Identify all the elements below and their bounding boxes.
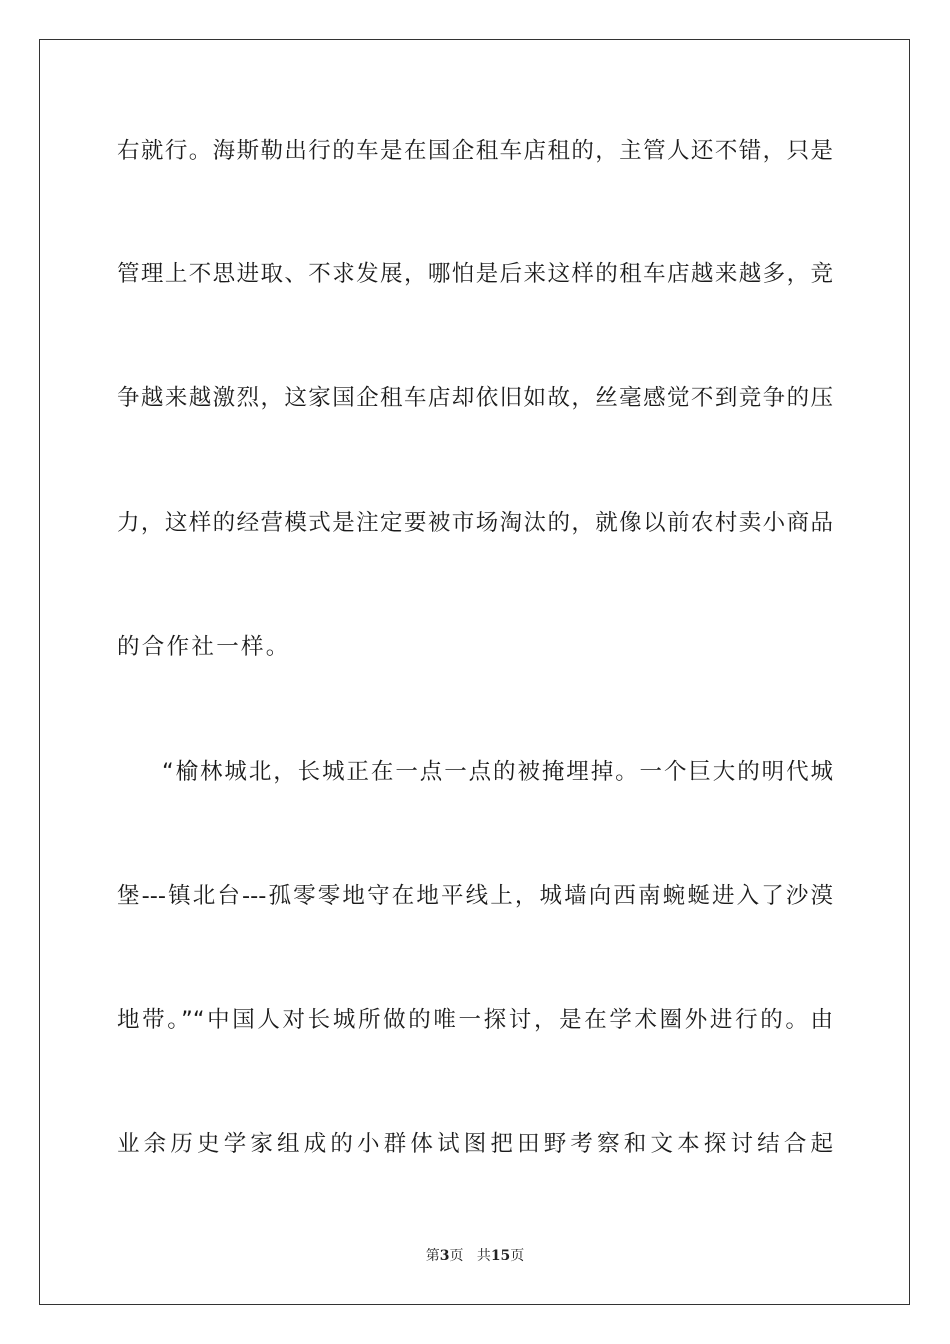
footer-total-suffix: 页 [510, 1248, 525, 1264]
page-footer [0, 1245, 950, 1265]
text-line-6: “榆林城北，长城正在一点一点的被掩埋掉。一个巨大的明代城 [162, 759, 833, 785]
page-border [39, 39, 910, 1305]
text-line-7: 堡---镇北台---孤零零地守在地平线上，城墙向西南蜿蜒进入了沙漠 [117, 883, 833, 909]
text-line-2: 管理上不思进取、不求发展，哪怕是后来这样的租车店越来越多，竞 [117, 261, 833, 287]
footer-page-suffix: 页 [449, 1248, 464, 1264]
text-line-5: 的合作社一样。 [117, 634, 291, 660]
text-line-9: 业余历史学家组成的小群体试图把田野考察和文本探讨结合起 [117, 1131, 833, 1157]
text-line-4: 力，这样的经营模式是注定要被市场淘汰的，就像以前农村卖小商品 [117, 510, 833, 536]
footer-page-prefix: 第 [425, 1248, 440, 1264]
text-line-8: 地带。”“中国人对长城所做的唯一探讨，是在学术圈外进行的。由 [117, 1007, 833, 1033]
text-line-1: 右就行。海斯勒出行的车是在国企租车店租的，主管人还不错，只是 [117, 138, 833, 164]
footer-total-pages: 15 [490, 1248, 511, 1264]
footer-page-number: 3 [439, 1248, 450, 1264]
footer-total-prefix: 共 [476, 1248, 491, 1264]
text-line-3: 争越来越激烈，这家国企租车店却依旧如故，丝毫感觉不到竞争的压 [117, 385, 833, 411]
